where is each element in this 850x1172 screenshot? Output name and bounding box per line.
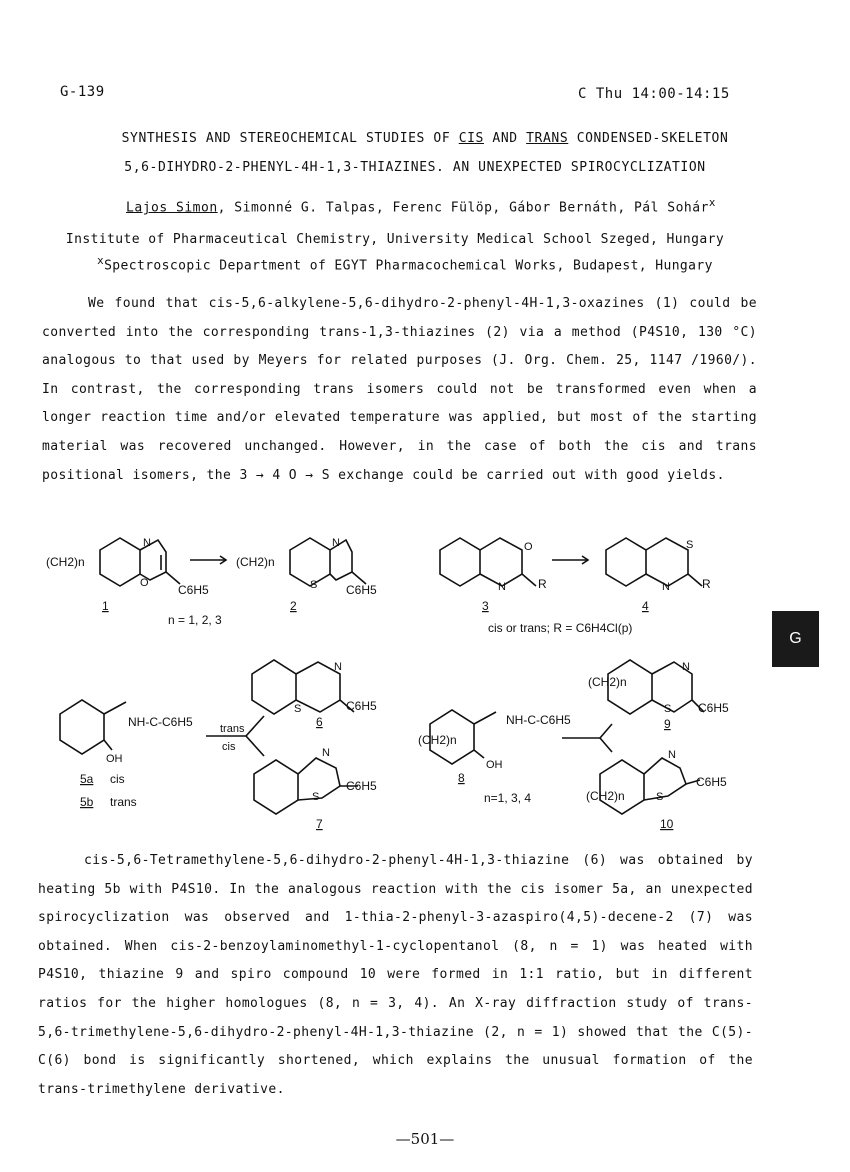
- abstract-paragraph-2: cis-5,6-Tetramethylene-5,6-dihydro-2-phenyl-4H-1,3-thiazine (6) was obtained by heating 5b with P4S10. In the analogous reaction with the cis isomer 5a, an unexpected spirocyclization was observed and 1-thia-2-phenyl-3-azaspiro(4,5)-decene-2 (7) was obtained. When cis-2-benzoylaminomethyl-1-cyclopentanol (8, n = 1) was heated with P4S10, thiazine 9 and spiro compound 10 were formed in 1:1 ratio, but in different ratios for the higher homologues (8, n = 3, 4). An X-ray diffraction study of trans-5,6-trimethylene-5,6-dihydro-2-phenyl-4H-1,3-thiazine (2, n = 1) showed that the C(5)-C(6) bond is significantly shortened, which explains the unusual formation of the trans-trimethylene derivative.: [38, 853, 753, 1097]
- svg-text:C6H5: C6H5: [178, 583, 209, 597]
- svg-text:R: R: [702, 577, 711, 591]
- svg-text:9: 9: [664, 717, 671, 731]
- svg-text:trans: trans: [220, 723, 245, 735]
- svg-text:3: 3: [482, 599, 489, 613]
- svg-text:N: N: [662, 581, 670, 593]
- session-code: G-139: [60, 84, 105, 100]
- svg-text:2: 2: [290, 599, 297, 613]
- svg-text:O: O: [140, 577, 149, 589]
- author-list: Lajos Simon, Simonné G. Talpas, Ferenc Fülöp, Gábor Bernáth, Pál Sohár$^x$: [126, 196, 716, 216]
- svg-text:NH-C-C6H5: NH-C-C6H5: [506, 713, 571, 727]
- svg-text:S: S: [686, 539, 694, 551]
- svg-text:N: N: [332, 537, 340, 549]
- svg-text:C6H5: C6H5: [346, 699, 377, 713]
- structure-6: [252, 660, 377, 729]
- svg-text:n=1, 3, 4: n=1, 3, 4: [484, 791, 532, 805]
- affiliation-2: $^x$Spectroscopic Department of EGYT Pharmacochemical Works, Budapest, Hungary: [97, 254, 713, 274]
- svg-text:10: 10: [660, 817, 674, 831]
- structure-1: [46, 537, 209, 613]
- svg-text:S: S: [294, 703, 302, 715]
- reaction-scheme: [40, 528, 760, 838]
- abstract-paragraph-1: We found that cis-5,6-alkylene-5,6-dihydro-2-phenyl-4H-1,3-oxazines (1) could be converted into the corresponding trans-1,3-thiazines (2) via a method (P4S10, 130 °C) analogous to that used by Meyers for related purposes (J. Org. Chem. 25, 1147 /1960/). In contrast, the corresponding trans isomers could not be transformed even when a longer reaction time and/or elevated temperature was applied, but most of the starting material was recovered unchanged. However, in the case of both the cis and trans positional isomers, the 3 → 4 O → S exchange could be carried out with good yields.: [42, 296, 757, 483]
- svg-text:C6H5: C6H5: [346, 779, 377, 793]
- structure-7: [254, 747, 377, 831]
- svg-text:N: N: [334, 661, 342, 673]
- svg-text:cis: cis: [222, 741, 236, 753]
- structure-2: [236, 537, 377, 613]
- structure-10: [586, 749, 727, 831]
- svg-text:NH-C-C6H5: NH-C-C6H5: [128, 715, 193, 729]
- structure-4: [606, 538, 711, 613]
- svg-text:8: 8: [458, 771, 465, 785]
- svg-text:N: N: [322, 747, 330, 759]
- svg-text:S: S: [656, 791, 664, 803]
- structure-5: [60, 700, 193, 809]
- svg-text:cis: cis: [110, 772, 125, 786]
- svg-text:(CH2)n: (CH2)n: [236, 555, 275, 569]
- section-tab-g: G: [772, 611, 819, 667]
- svg-text:(CH2)n: (CH2)n: [418, 733, 457, 747]
- svg-text:OH: OH: [106, 753, 123, 765]
- svg-text:R: R: [538, 577, 547, 591]
- svg-text:7: 7: [316, 817, 323, 831]
- session-time: C Thu 14:00-14:15: [578, 86, 730, 102]
- svg-text:1: 1: [102, 599, 109, 613]
- svg-text:S: S: [312, 791, 320, 803]
- paper-title-line-1: SYNTHESIS AND STEREOCHEMICAL STUDIES OF CIS AND TRANS CONDENSED-SKELETON: [121, 131, 729, 146]
- svg-text:O: O: [524, 541, 533, 553]
- svg-text:C6H5: C6H5: [698, 701, 729, 715]
- svg-text:4: 4: [642, 599, 649, 613]
- presenting-author: Lajos Simon: [126, 200, 218, 216]
- svg-text:N: N: [668, 749, 676, 761]
- svg-text:C6H5: C6H5: [346, 583, 377, 597]
- label-5a: 5a: [80, 772, 94, 786]
- svg-text:C6H5: C6H5: [696, 775, 727, 789]
- structure-8: [418, 710, 571, 805]
- structure-3: [440, 538, 547, 613]
- paper-title-line-2: 5,6-DIHYDRO-2-PHENYL-4H-1,3-THIAZINES. AN UNEXPECTED SPIROCYCLIZATION: [124, 160, 706, 175]
- svg-text:OH: OH: [486, 759, 503, 771]
- n-values-top: n = 1, 2, 3: [168, 613, 222, 627]
- svg-text:(CH2)n: (CH2)n: [588, 675, 627, 689]
- affiliation-1: Institute of Pharmaceutical Chemistry, University Medical School Szeged, Hungary: [65, 232, 725, 247]
- structure-9: [588, 660, 729, 731]
- cis-trans-note: cis or trans; R = C6H4Cl(p): [488, 621, 633, 635]
- svg-text:N: N: [143, 537, 151, 549]
- svg-text:(CH2)n: (CH2)n: [46, 555, 85, 569]
- svg-text:(CH2)n: (CH2)n: [586, 789, 625, 803]
- svg-text:N: N: [682, 661, 690, 673]
- svg-text:S: S: [664, 703, 672, 715]
- svg-text:5b: 5b: [80, 795, 94, 809]
- page-number: —501—: [395, 1130, 455, 1148]
- svg-text:S: S: [310, 579, 318, 591]
- svg-text:6: 6: [316, 715, 323, 729]
- svg-text:N: N: [498, 581, 506, 593]
- svg-text:trans: trans: [110, 795, 137, 809]
